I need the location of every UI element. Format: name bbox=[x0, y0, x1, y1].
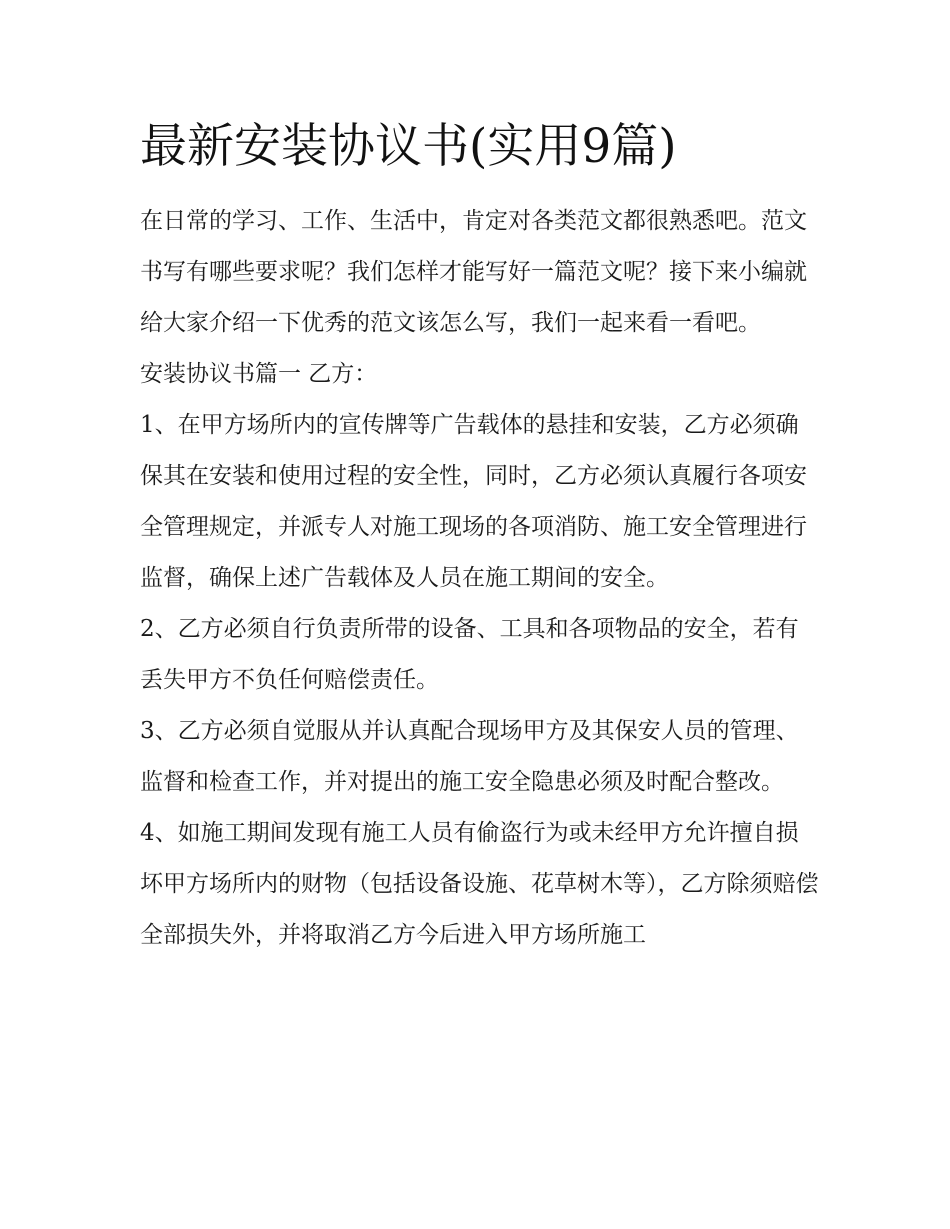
clause-paragraph-3: 3、乙方必须自觉服从并认真配合现场甲方及其保安人员的管理、监督和检查工作，并对提出的施工安全隐患必须及时配合整改。 bbox=[140, 718, 799, 795]
section-heading: 安装协议书篇一 乙方： bbox=[140, 361, 378, 387]
clause-paragraph-1: 1、在甲方场所内的宣传牌等广告载体的悬挂和安装，乙方必须确保其在安装和使用过程的安全性，同时，乙方必须认真履行各项安全管理规定，并派专人对施工现场的各项消防、施工安全管理进行监督，确保上述广告载体及人员在施工期间的安全。 bbox=[140, 412, 807, 591]
document-title: 最新安装协议书(实用9篇) bbox=[140, 119, 677, 174]
clause-paragraph-2: 2、乙方必须自行负责所带的设备、工具和各项物品的安全，若有丢失甲方不负任何赔偿责任。 bbox=[140, 616, 799, 693]
intro-paragraph: 在日常的学习、工作、生活中，肯定对各类范文都很熟悉吧。范文书写有哪些要求呢？我们怎样才能写好一篇范文呢？接下来小编就给大家介绍一下优秀的范文该怎么写，我们一起来看一看吧。 bbox=[140, 208, 807, 336]
document-body bbox=[140, 196, 820, 961]
clause-paragraph-4: 4、如施工期间发现有施工人员有偷盗行为或未经甲方允许擅自损坏甲方场所内的财物（包括设备设施、花草树木等），乙方除须赔偿全部损失外，并将取消乙方今后进入甲方场所施工 bbox=[140, 820, 819, 948]
